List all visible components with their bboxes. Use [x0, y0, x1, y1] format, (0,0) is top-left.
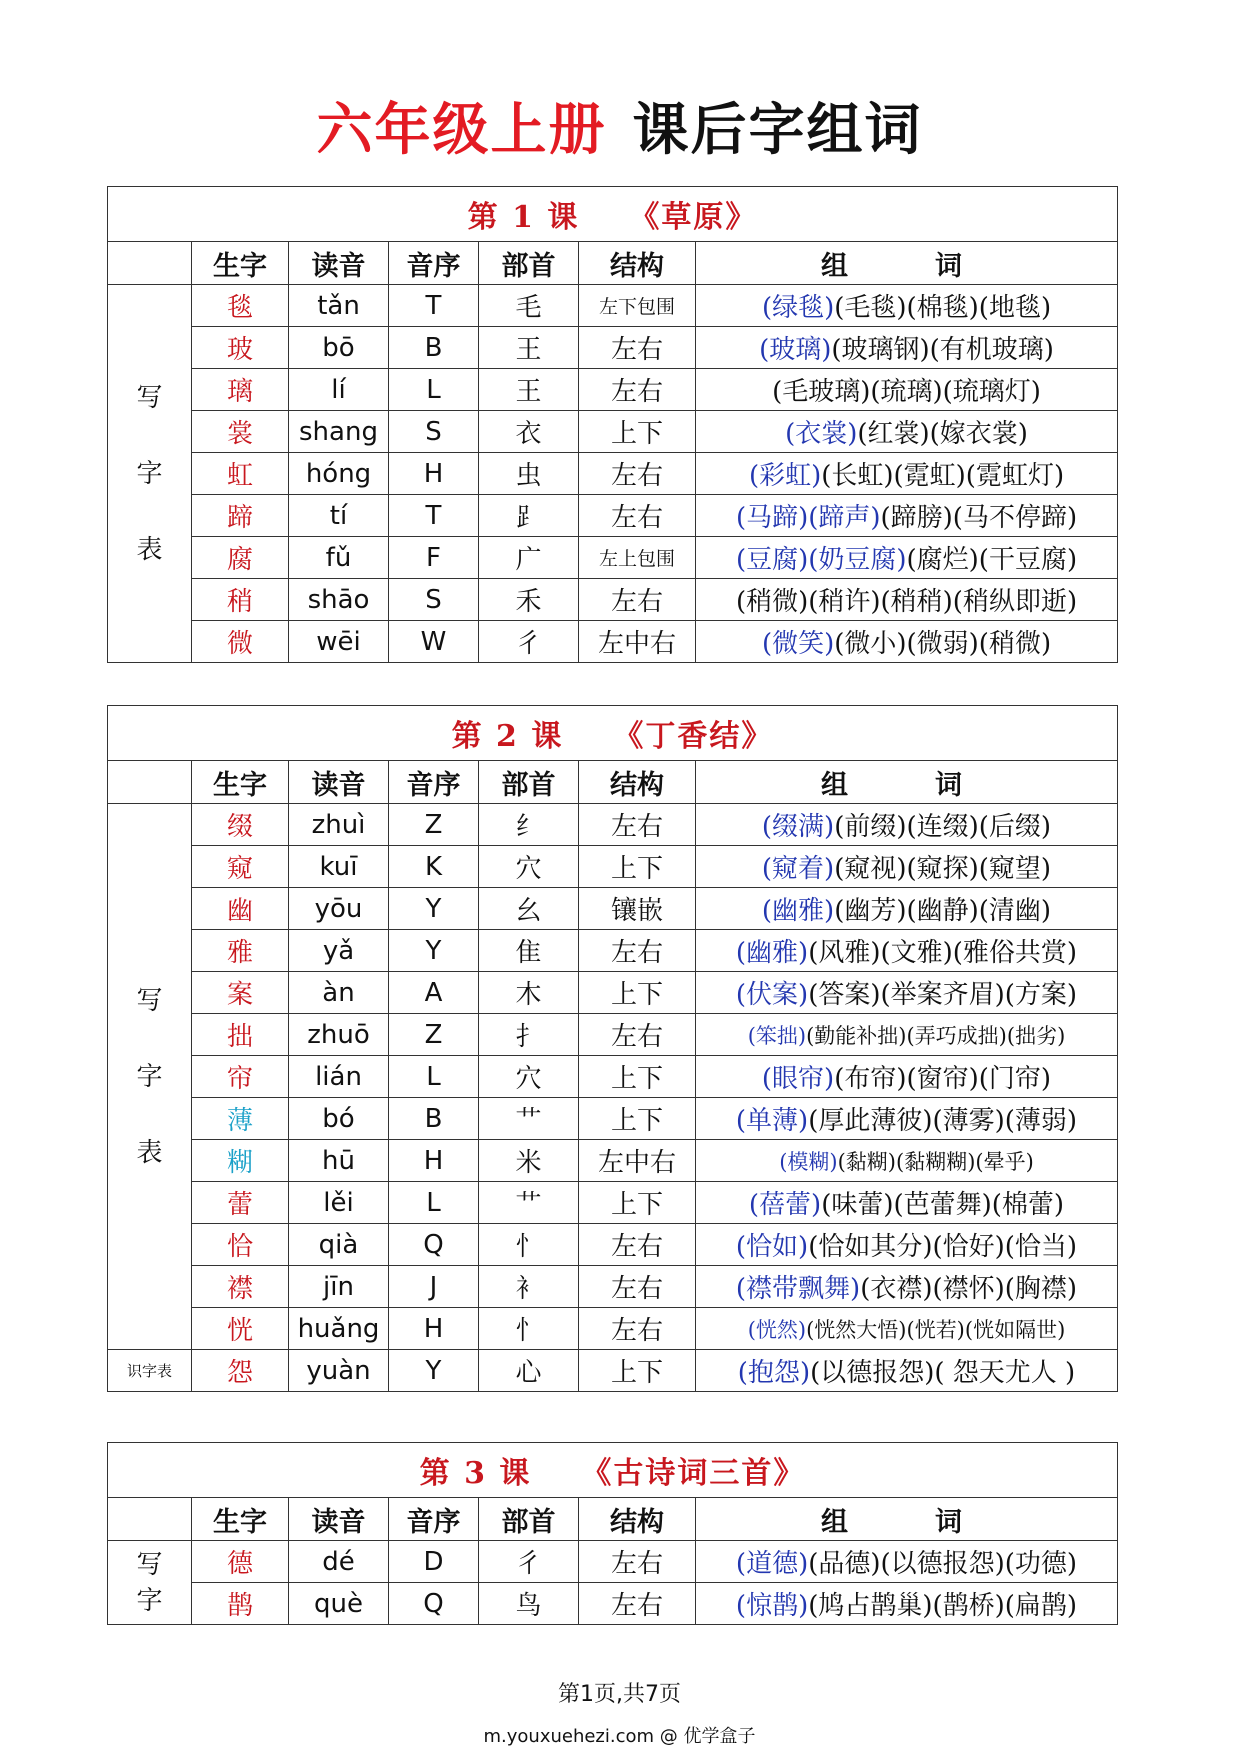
table-row [108, 1308, 1118, 1350]
radical-cell: 广 [479, 537, 579, 579]
column-header-pinyin: 读音 [289, 761, 389, 804]
word-group: (黏糊)(黏糊糊)(晕乎) [837, 1149, 1034, 1174]
highlighted-word: (绿毯) [761, 293, 835, 323]
radical-cell: 禾 [479, 579, 579, 621]
radical-cell: 隹 [479, 930, 579, 972]
char-cell: 德 [192, 1541, 289, 1583]
pinyin-cell: bō [289, 327, 389, 369]
char-cell: 微 [192, 621, 289, 663]
column-header-index: 音序 [389, 761, 479, 804]
page-title-grade: 六年级上册 [316, 98, 607, 163]
words-cell [696, 1014, 1118, 1056]
structure-cell: 左右 [579, 1014, 696, 1056]
highlighted-word: (道德) [735, 1549, 809, 1579]
column-header-structure: 结构 [579, 242, 696, 285]
structure-cell: 上下 [579, 1056, 696, 1098]
radical-cell: 穴 [479, 846, 579, 888]
char-cell: 怨 [192, 1350, 289, 1392]
index-cell: K [389, 846, 479, 888]
index-cell: Z [389, 804, 479, 846]
structure-cell: 上下 [579, 411, 696, 453]
page-title [0, 96, 1239, 166]
words-cell [696, 1098, 1118, 1140]
pinyin-cell: yōu [289, 888, 389, 930]
words-cell [696, 972, 1118, 1014]
words-cell [696, 1541, 1118, 1583]
index-cell: L [389, 369, 479, 411]
structure-cell: 左中右 [579, 1140, 696, 1182]
pinyin-cell: shang [289, 411, 389, 453]
table-row [108, 453, 1118, 495]
table-row [108, 1541, 1118, 1583]
highlighted-word: (微笑) [761, 629, 835, 659]
word-group: (长虹)(霓虹)(霓虹灯) [821, 461, 1065, 491]
word-group: (厚此薄彼)(薄雾)(薄弱) [808, 1106, 1078, 1136]
word-group: (微小)(微弱)(稍微) [834, 629, 1052, 659]
lesson-number: 第 1 课 [467, 200, 580, 235]
word-group: (鸠占鹊巢)(鹊桥)(扁鹊) [808, 1591, 1078, 1621]
table-row [108, 621, 1118, 663]
word-group: (毛毯)(棉毯)(地毯) [834, 293, 1052, 323]
column-header-row [108, 242, 1118, 285]
structure-cell: 左右 [579, 495, 696, 537]
column-header-blank [108, 242, 192, 285]
pinyin-cell: zhuō [289, 1014, 389, 1056]
words-cell [696, 411, 1118, 453]
lesson-header [108, 1443, 1118, 1498]
site-credit: m.youxuehezi.com @ 优学盒子 [483, 1726, 756, 1747]
words-cell [696, 930, 1118, 972]
highlighted-word: (彩虹) [748, 461, 822, 491]
pinyin-cell: hū [289, 1140, 389, 1182]
structure-cell: 左右 [579, 453, 696, 495]
structure-cell: 左右 [579, 1308, 696, 1350]
pinyin-cell: huǎng [289, 1308, 389, 1350]
structure-cell: 上下 [579, 1098, 696, 1140]
lesson-number: 第 3 课 [419, 1456, 532, 1491]
column-header-char: 生字 [192, 1498, 289, 1541]
radical-cell: 扌 [479, 1014, 579, 1056]
char-cell: 缀 [192, 804, 289, 846]
char-cell: 璃 [192, 369, 289, 411]
word-group: (衣襟)(襟怀)(胸襟) [860, 1274, 1078, 1304]
section-label: 识字表 [108, 1350, 192, 1392]
char-cell: 襟 [192, 1266, 289, 1308]
table-row [108, 285, 1118, 327]
index-cell: A [389, 972, 479, 1014]
char-cell: 腐 [192, 537, 289, 579]
word-group: (答案)(举案齐眉)(方案) [808, 980, 1078, 1010]
highlighted-word: (恍然) [747, 1317, 807, 1342]
table-row [108, 1140, 1118, 1182]
column-header-words: 组 词 [696, 761, 1118, 804]
pinyin-cell: tí [289, 495, 389, 537]
table-row [108, 411, 1118, 453]
structure-cell: 左右 [579, 1266, 696, 1308]
highlighted-word: (玻璃) [759, 335, 832, 365]
structure-cell: 左右 [579, 579, 696, 621]
pinyin-cell: kuī [289, 846, 389, 888]
radical-cell: 艹 [479, 1098, 579, 1140]
table-row [108, 369, 1118, 411]
char-cell: 蹄 [192, 495, 289, 537]
word-group: (前缀)(连缀)(后缀) [834, 812, 1052, 842]
char-cell: 幽 [192, 888, 289, 930]
index-cell: Q [389, 1583, 479, 1625]
radical-cell: 鸟 [479, 1583, 579, 1625]
words-cell [696, 285, 1118, 327]
column-header-row [108, 1498, 1118, 1541]
pinyin-cell: fǔ [289, 537, 389, 579]
structure-cell: 镶嵌 [579, 888, 696, 930]
radical-cell: 幺 [479, 888, 579, 930]
lesson-number: 第 2 课 [451, 719, 564, 754]
highlighted-word: (马蹄)(蹄声) [735, 503, 881, 533]
column-header-structure: 结构 [579, 1498, 696, 1541]
table-row [108, 888, 1118, 930]
table-row [108, 327, 1118, 369]
index-cell: Y [389, 1350, 479, 1392]
table-row [108, 1266, 1118, 1308]
table-row [108, 1056, 1118, 1098]
words-cell [696, 846, 1118, 888]
highlighted-word: (惊鹊) [735, 1591, 809, 1621]
char-cell: 案 [192, 972, 289, 1014]
lesson-name: 《丁香结》 [613, 719, 774, 754]
word-group: (恍然大悟)(恍若)(恍如隔世) [806, 1317, 1066, 1342]
index-cell: Y [389, 930, 479, 972]
radical-cell: 毛 [479, 285, 579, 327]
char-cell: 玻 [192, 327, 289, 369]
index-cell: B [389, 327, 479, 369]
word-group: (幽芳)(幽静)(清幽) [834, 896, 1052, 926]
column-header-row [108, 761, 1118, 804]
structure-cell: 上下 [579, 1350, 696, 1392]
radical-cell: 艹 [479, 1182, 579, 1224]
highlighted-word: (幽雅) [735, 938, 809, 968]
highlighted-word: (抱怨) [737, 1358, 811, 1388]
table-row [108, 579, 1118, 621]
highlighted-word: (蓓蕾) [748, 1190, 822, 1220]
char-cell: 毯 [192, 285, 289, 327]
section-label: 写字 [108, 1541, 192, 1625]
radical-cell: 心 [479, 1350, 579, 1392]
word-group: (恰如其分)(恰好)(恰当) [808, 1232, 1078, 1262]
page-indicator: 第1页,共7页 [558, 1682, 681, 1707]
char-cell: 蕾 [192, 1182, 289, 1224]
words-cell [696, 1182, 1118, 1224]
highlighted-word: (窥着) [761, 854, 835, 884]
index-cell: Q [389, 1224, 479, 1266]
index-cell: L [389, 1056, 479, 1098]
words-cell [696, 804, 1118, 846]
radical-cell: 衣 [479, 411, 579, 453]
char-cell: 恰 [192, 1224, 289, 1266]
structure-cell: 左右 [579, 804, 696, 846]
pinyin-cell: dé [289, 1541, 389, 1583]
index-cell: T [389, 285, 479, 327]
structure-cell: 左右 [579, 1541, 696, 1583]
lesson-table-2 [107, 705, 1118, 1392]
words-cell [696, 1308, 1118, 1350]
structure-cell: 左右 [579, 369, 696, 411]
words-cell [696, 1224, 1118, 1266]
pinyin-cell: hóng [289, 453, 389, 495]
lesson-table-3 [107, 1442, 1118, 1625]
table-row [108, 804, 1118, 846]
structure-cell: 左下包围 [579, 285, 696, 327]
words-cell [696, 1056, 1118, 1098]
radical-cell: 彳 [479, 1541, 579, 1583]
highlighted-word: (眼帘) [761, 1064, 835, 1094]
word-group: (毛玻璃)(琉璃)(琉璃灯) [772, 377, 1041, 407]
pinyin-cell: lí [289, 369, 389, 411]
structure-cell: 左中右 [579, 621, 696, 663]
highlighted-word: (幽雅) [761, 896, 835, 926]
pinyin-cell: tǎn [289, 285, 389, 327]
pinyin-cell: què [289, 1583, 389, 1625]
highlighted-word: (单薄) [735, 1106, 809, 1136]
lesson-header [108, 187, 1118, 242]
table-row [108, 972, 1118, 1014]
index-cell: H [389, 1308, 479, 1350]
radical-cell: 纟 [479, 804, 579, 846]
pinyin-cell: lián [289, 1056, 389, 1098]
radical-cell: 木 [479, 972, 579, 1014]
highlighted-word: (模糊) [779, 1149, 838, 1174]
index-cell: Z [389, 1014, 479, 1056]
char-cell: 糊 [192, 1140, 289, 1182]
table-row [108, 1350, 1118, 1392]
column-header-index: 音序 [389, 1498, 479, 1541]
index-cell: W [389, 621, 479, 663]
column-header-words: 组 词 [696, 242, 1118, 285]
highlighted-word: (恰如) [735, 1232, 809, 1262]
pinyin-cell: shāo [289, 579, 389, 621]
table-row [108, 495, 1118, 537]
radical-cell: 衤 [479, 1266, 579, 1308]
index-cell: H [389, 453, 479, 495]
highlighted-word: (襟带飘舞) [735, 1274, 861, 1304]
column-header-index: 音序 [389, 242, 479, 285]
radical-cell: 彳 [479, 621, 579, 663]
word-group: (稍微)(稍许)(稍稍)(稍纵即逝) [735, 587, 1078, 617]
index-cell: F [389, 537, 479, 579]
structure-cell: 上下 [579, 972, 696, 1014]
radical-cell: 忄 [479, 1308, 579, 1350]
pinyin-cell: qià [289, 1224, 389, 1266]
pinyin-cell: zhuì [289, 804, 389, 846]
table-row [108, 537, 1118, 579]
column-header-blank [108, 761, 192, 804]
pinyin-cell: wēi [289, 621, 389, 663]
section-label: 写字表 [108, 285, 192, 663]
column-header-pinyin: 读音 [289, 1498, 389, 1541]
index-cell: H [389, 1140, 479, 1182]
words-cell [696, 327, 1118, 369]
structure-cell: 上下 [579, 1182, 696, 1224]
radical-cell: ⻊ [479, 495, 579, 537]
words-cell [696, 369, 1118, 411]
table-row [108, 1014, 1118, 1056]
index-cell: J [389, 1266, 479, 1308]
char-cell: 裳 [192, 411, 289, 453]
index-cell: B [389, 1098, 479, 1140]
radical-cell: 穴 [479, 1056, 579, 1098]
words-cell [696, 453, 1118, 495]
table-row [108, 930, 1118, 972]
structure-cell: 左上包围 [579, 537, 696, 579]
table-row [108, 1583, 1118, 1625]
word-group: (品德)(以德报怨)(功德) [808, 1549, 1078, 1579]
index-cell: S [389, 411, 479, 453]
column-header-radical: 部首 [479, 242, 579, 285]
word-group: (玻璃钢)(有机玻璃) [831, 335, 1054, 365]
structure-cell: 左右 [579, 1224, 696, 1266]
column-header-radical: 部首 [479, 1498, 579, 1541]
table-row [108, 1224, 1118, 1266]
column-header-char: 生字 [192, 761, 289, 804]
words-cell [696, 579, 1118, 621]
table-row [108, 846, 1118, 888]
pinyin-cell: yǎ [289, 930, 389, 972]
lesson-name: 《草原》 [629, 200, 758, 235]
highlighted-word: (豆腐)(奶豆腐) [735, 545, 907, 575]
index-cell: T [389, 495, 479, 537]
char-cell: 雅 [192, 930, 289, 972]
page-title-topic: 课后字组词 [632, 98, 923, 163]
highlighted-word: (伏案) [735, 980, 809, 1010]
radical-cell: 米 [479, 1140, 579, 1182]
words-cell [696, 888, 1118, 930]
index-cell: D [389, 1541, 479, 1583]
char-cell: 鹊 [192, 1583, 289, 1625]
char-cell: 窥 [192, 846, 289, 888]
index-cell: L [389, 1182, 479, 1224]
section-label: 写字表 [108, 804, 192, 1350]
char-cell: 帘 [192, 1056, 289, 1098]
lesson-name: 《古诗词三首》 [581, 1456, 806, 1491]
index-cell: Y [389, 888, 479, 930]
char-cell: 薄 [192, 1098, 289, 1140]
words-cell [696, 621, 1118, 663]
pinyin-cell: àn [289, 972, 389, 1014]
words-cell [696, 1583, 1118, 1625]
highlighted-word: (笨拙) [747, 1023, 807, 1048]
radical-cell: 虫 [479, 453, 579, 495]
words-cell [696, 537, 1118, 579]
char-cell: 拙 [192, 1014, 289, 1056]
words-cell [696, 495, 1118, 537]
word-group: (蹄膀)(马不停蹄) [880, 503, 1078, 533]
column-header-radical: 部首 [479, 761, 579, 804]
word-group: (腐烂)(干豆腐) [906, 545, 1078, 575]
word-group: (勤能补拙)(弄巧成拙)(拙劣) [806, 1023, 1066, 1048]
words-cell [696, 1350, 1118, 1392]
column-header-char: 生字 [192, 242, 289, 285]
word-group: (布帘)(窗帘)(门帘) [834, 1064, 1052, 1094]
radical-cell: 王 [479, 327, 579, 369]
char-cell: 虹 [192, 453, 289, 495]
column-header-blank [108, 1498, 192, 1541]
words-cell [696, 1266, 1118, 1308]
pinyin-cell: jīn [289, 1266, 389, 1308]
lesson-header [108, 706, 1118, 761]
pinyin-cell: lěi [289, 1182, 389, 1224]
pinyin-cell: yuàn [289, 1350, 389, 1392]
column-header-pinyin: 读音 [289, 242, 389, 285]
table-row [108, 1098, 1118, 1140]
highlighted-word: (衣裳) [785, 419, 858, 449]
radical-cell: 忄 [479, 1224, 579, 1266]
word-group: (风雅)(文雅)(雅俗共赏) [808, 938, 1078, 968]
table-row [108, 1182, 1118, 1224]
char-cell: 恍 [192, 1308, 289, 1350]
char-cell: 稍 [192, 579, 289, 621]
word-group: (味蕾)(芭蕾舞)(棉蕾) [821, 1190, 1065, 1220]
words-cell [696, 1140, 1118, 1182]
column-header-structure: 结构 [579, 761, 696, 804]
structure-cell: 左右 [579, 327, 696, 369]
word-group: (窥视)(窥探)(窥望) [834, 854, 1052, 884]
pinyin-cell: bó [289, 1098, 389, 1140]
lesson-table-1 [107, 186, 1118, 663]
structure-cell: 左右 [579, 930, 696, 972]
word-group: (以德报怨)( 怨天尤人 ) [810, 1358, 1076, 1388]
radical-cell: 王 [479, 369, 579, 411]
index-cell: S [389, 579, 479, 621]
column-header-words: 组 词 [696, 1498, 1118, 1541]
structure-cell: 左右 [579, 1583, 696, 1625]
structure-cell: 上下 [579, 846, 696, 888]
highlighted-word: (缀满) [761, 812, 835, 842]
word-group: (红裳)(嫁衣裳) [857, 419, 1028, 449]
